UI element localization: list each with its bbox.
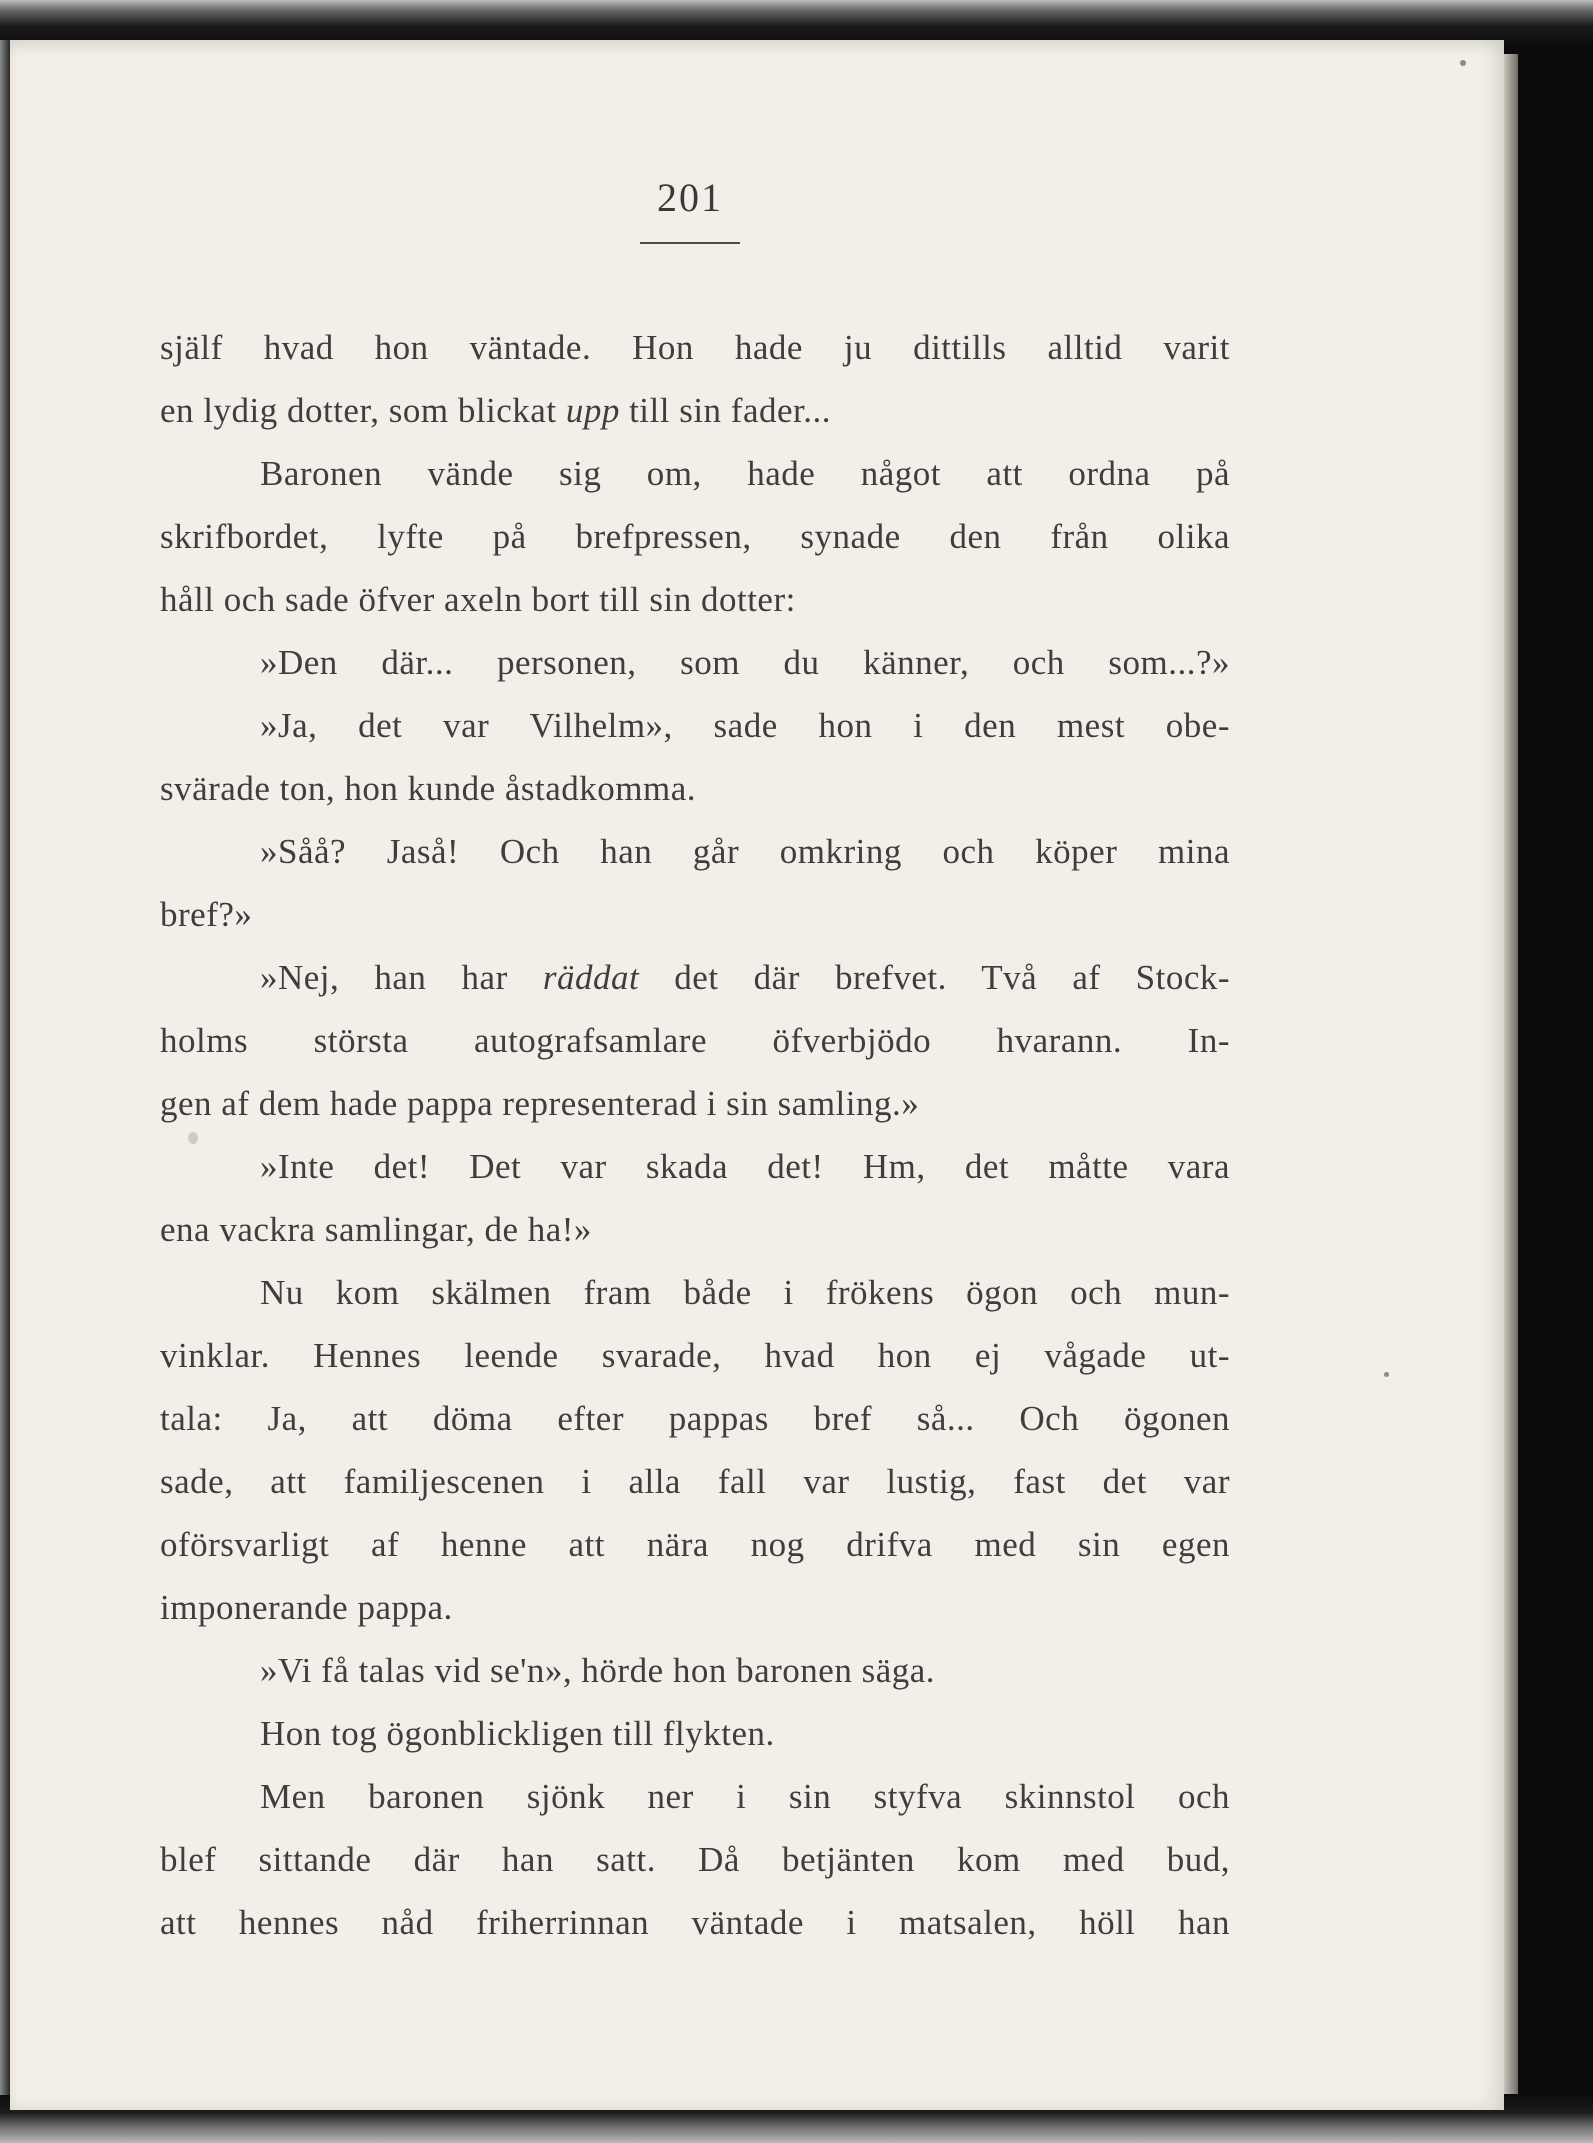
text-line	[160, 1702, 1230, 1765]
page-edge-shadow	[1504, 54, 1518, 2094]
text-span: »Såå? Jaså! Och han går omkring och köper mina	[260, 832, 1230, 871]
text-span: det där brefvet. Två af Stock-	[639, 958, 1230, 997]
text-span: Baronen vände sig om, hade något att ordna på	[260, 454, 1230, 493]
text-span: Men baronen sjönk ner i sin styfva skinnstol och	[260, 1777, 1230, 1816]
text-span: Nu kom skälmen fram både i frökens ögon och mun-	[260, 1273, 1230, 1312]
text-line	[160, 505, 1230, 568]
text-span: vinklar. Hennes leende svarade, hvad hon ej vågade ut-	[160, 1336, 1230, 1375]
text-line	[160, 1135, 1230, 1198]
text-span: holms största autografsamlare öfverbjödo hvarann. In-	[160, 1021, 1230, 1060]
page-number-rule	[640, 242, 740, 244]
text-span: »Nej, han har	[260, 958, 543, 997]
text-line	[160, 1261, 1230, 1324]
text-line	[160, 1891, 1230, 1954]
text-line	[160, 820, 1230, 883]
text-line	[160, 1387, 1230, 1450]
dust-speck	[1460, 60, 1466, 66]
text-span: imponerande pappa.	[160, 1588, 453, 1627]
text-line	[160, 1765, 1230, 1828]
text-line	[160, 1450, 1230, 1513]
text-line	[160, 1198, 1230, 1261]
text-span: »Ja, det var Vilhelm», sade hon i den mest obe-	[260, 706, 1230, 745]
text-line	[160, 1828, 1230, 1891]
text-line	[160, 1009, 1230, 1072]
text-span: att hennes nåd friherrinnan väntade i matsalen, höll han	[160, 1903, 1230, 1942]
text-line	[160, 1324, 1230, 1387]
text-line	[160, 883, 1230, 946]
page-number: 201	[657, 175, 723, 220]
text-span: själf hvad hon väntade. Hon hade ju dittills alltid varit	[160, 328, 1230, 367]
text-span: håll och sade öfver axeln bort till sin dotter:	[160, 580, 796, 619]
text-span: »Den där... personen, som du känner, och som...?»	[260, 643, 1230, 682]
text-span: sade, att familjescenen i alla fall var lustig, fast det var	[160, 1462, 1230, 1501]
text-span: blef sittande där han satt. Då betjänten kom med bud,	[160, 1840, 1230, 1879]
text-span: »Vi få talas vid se'n», hörde hon baronen säga.	[260, 1651, 936, 1690]
dust-speck	[1384, 1372, 1389, 1377]
text-line	[160, 757, 1230, 820]
text-span: gen af dem hade pappa representerad i sin samling.»	[160, 1084, 920, 1123]
text-span: »Inte det! Det var skada det! Hm, det måtte vara	[260, 1147, 1230, 1186]
text-line	[160, 694, 1230, 757]
text-line	[160, 1072, 1230, 1135]
text-span: en lydig dotter, som blickat	[160, 391, 566, 430]
text-span: till sin fader...	[619, 391, 832, 430]
text-line	[160, 442, 1230, 505]
text-line	[160, 568, 1230, 631]
text-line	[160, 1576, 1230, 1639]
body-text	[160, 316, 1230, 1954]
text-line	[160, 316, 1230, 379]
text-span: ena vackra samlingar, de ha!»	[160, 1210, 592, 1249]
text-span: oförsvarligt af henne att nära nog drifva med sin egen	[160, 1525, 1230, 1564]
text-line	[160, 1513, 1230, 1576]
text-span: tala: Ja, att döma efter pappas bref så... Och ögonen	[160, 1399, 1230, 1438]
text-line	[160, 379, 1230, 442]
text-span: Hon tog ögonblickligen till flykten.	[260, 1714, 775, 1753]
text-span: skrifbordet, lyfte på brefpressen, synade den från olika	[160, 517, 1230, 556]
text-line	[160, 1639, 1230, 1702]
italic-word: räddat	[542, 958, 640, 997]
italic-word: upp	[565, 391, 620, 430]
text-line	[160, 631, 1230, 694]
book-page	[10, 40, 1504, 2110]
text-span: svärade ton, hon kunde åstadkomma.	[160, 769, 697, 808]
text-span: bref?»	[160, 895, 253, 934]
text-line	[160, 946, 1230, 1009]
